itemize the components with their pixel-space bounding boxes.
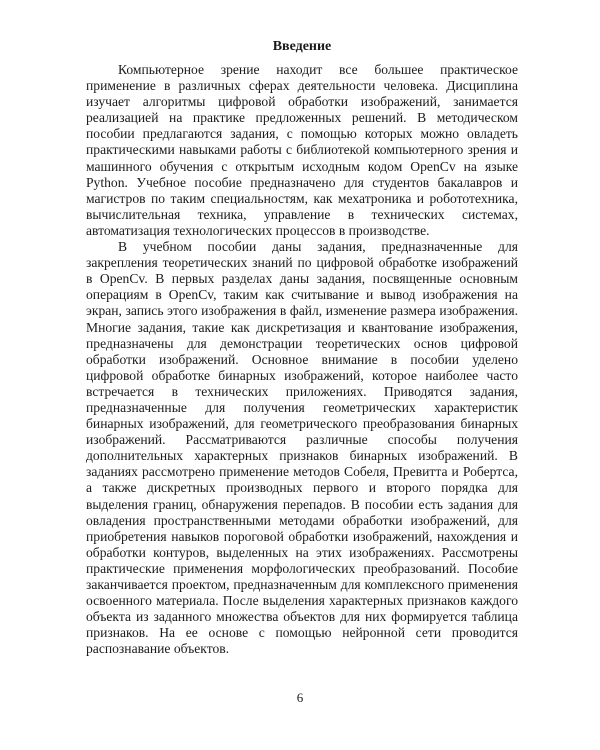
page-number: 6: [296, 690, 304, 705]
paragraph-2: В учебном пособии даны задания, предназначенные для закрепления теоретических знаний по цифровой обработке изображений в OpenCv. В первых разделах даны задания, посвященные основным операциям в OpenCv, таким как считывание и вывод изображения на экран, запись этого изображения в файл, изменение размера изображения. Многие задания, такие как дискретизация и квантование изображения, предназначены для демонстрации теоретических основ цифровой обработки изображений. Основное внимание в пособии уделено цифровой обработке бинарных изображений, которое наиболее часто встречается в технических приложениях. Приводятся задания, предназначенные для получения геометрических характеристик бинарных изображений, для геометрического преобразования бинарных изображений. Рассматриваются различные способы получения дополнительных характерных признаков бинарных изображений. В заданиях рассмотрено применение методов Собеля, Превитта и Робертса, а также дискретных производных первого и второго порядка для выделения границ, обнаружения перепадов. В пособии есть задания для овладения пространственными методами обработки изображений, для приобретения навыков пороговой обработки изображений, нахождения и обработки контуров, выделенных на этих изображениях. Рассмотрены практические применения морфологических преобразований. Пособие заканчивается проектом, предназначенным для комплексного применения освоенного материала. После выделения характерных признаков каждого объекта из заданного множества объектов для них формируется таблица признаков. На ее основе с помощью нейронной сети проводится распознавание объектов.: [86, 239, 518, 657]
paragraph-1: Компьютерное зрение находит все большее практическое применение в различных сферах деятельности человека. Дисциплина изучает алгоритмы цифровой обработки изображений, занимается реализацией на практике предложенных решений. В методическом пособии предлагаются задания, с помощью которых можно овладеть практическими навыками работы с библиотекой компьютерного зрения и машинного обучения с открытым исходным кодом OpenCv на языке Python. Учебное пособие предназначено для студентов бакалавров и магистров по таким специальностям, как мехатроника и робототехника, вычислительная техника, управление в технических системах, автоматизация технологических процессов в производстве.: [86, 62, 518, 238]
section-title: Введение: [272, 39, 332, 54]
document-page: [86, 38, 518, 657]
